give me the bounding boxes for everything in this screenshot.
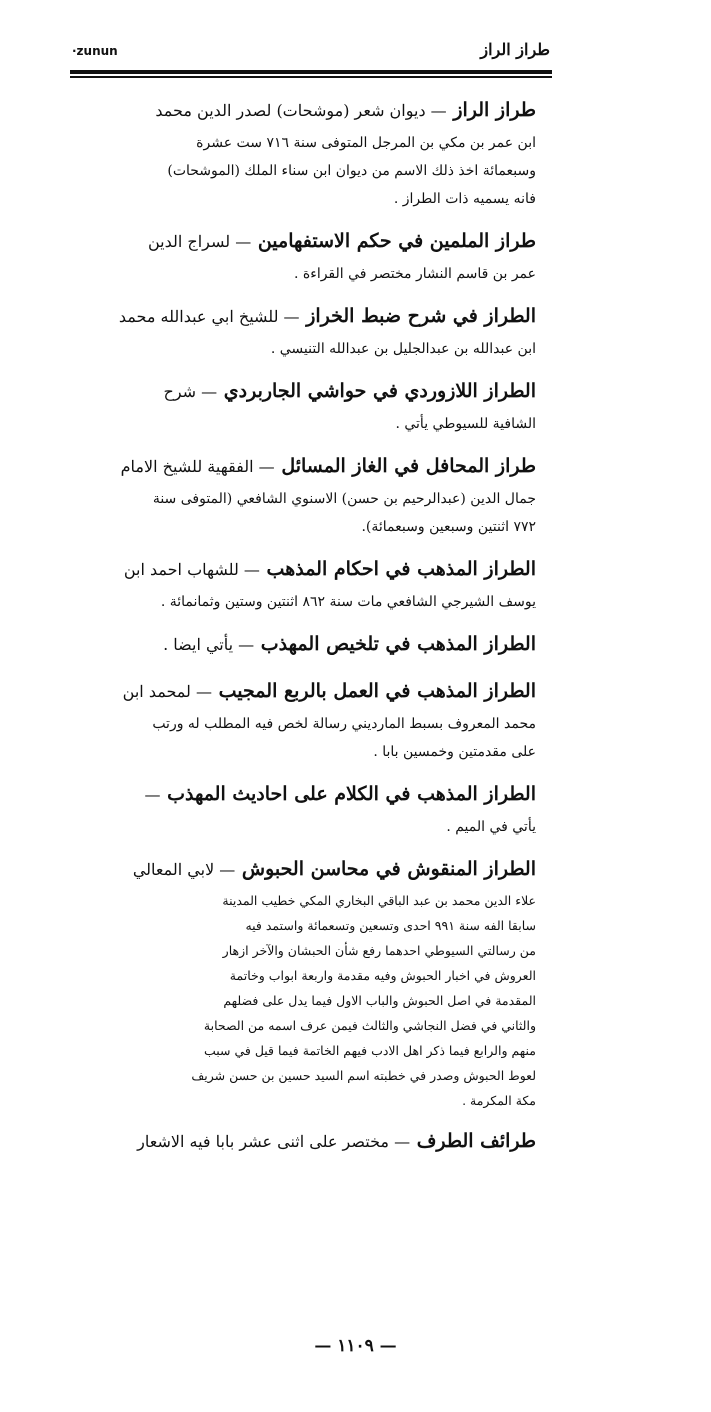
entry [92, 298, 536, 363]
entry-title: الطراز اللازوردي في حواشي الجاربردي [223, 380, 536, 402]
entries-body [92, 92, 536, 1170]
entry-line: منهم والرابع فيما ذكر اهل الادب فيهم الخاتمة فيما قيل في سبب [203, 1043, 536, 1058]
entry-line: فانه يسميه ذات الطراز . [393, 191, 536, 207]
entry-line: محمد المعروف بسبط المارديني رسالة لخص فيه المطلب له ورتب [152, 716, 536, 732]
entry-title: طراز المحافل في الغاز المسائل [281, 455, 536, 477]
entry-title-line [92, 551, 536, 588]
entry-line: ابن عبدالله بن عبدالجليل بن عبدالله التنيسي . [270, 341, 536, 357]
entry-line: لعوط الحبوش وصدر في خطبته اسم السيد حسين بن حسن شريف [191, 1068, 536, 1083]
entry-title-rest: — للشهاب احمد ابن [123, 560, 260, 579]
entry [92, 673, 536, 766]
entry [92, 1123, 536, 1160]
entry-line: مكة المكرمة . [462, 1093, 536, 1108]
entry-title-line [92, 448, 536, 485]
entry [92, 551, 536, 616]
entry [92, 626, 536, 663]
entry-title-rest: — ديوان شعر (موشحات) لصدر الدين محمد [155, 101, 447, 120]
entry-title-rest: — للشيخ ابي عبدالله محمد [118, 307, 300, 326]
header-left-mark: ·zunun [72, 44, 118, 58]
entry-title: الطراز المذهب في الكلام على احاديث المهذب [167, 783, 536, 805]
page-number: — ١١٠٩ — [314, 1336, 397, 1356]
entry-title-line [92, 1123, 536, 1160]
entry-title-line [92, 298, 536, 335]
entry-line: يوسف الشيرجي الشافعي مات سنة ٨٦٢ اثنتين وستين وثمانمائة . [160, 594, 536, 610]
entry-line: والثاني في فضل النجاشي والثالث فيمن عرف اسمه من الصحابة [203, 1018, 536, 1033]
entry [92, 223, 536, 288]
entry-title: الطراز المذهب في العمل بالربع المجيب [218, 680, 536, 702]
entry-line: وسبعمائة اخذ ذلك الاسم من ديوان ابن سناء الملك (الموشحات) [167, 163, 536, 179]
entry-title-rest: — لابي المعالي [132, 860, 236, 879]
entry-title: الطراز المنقوش في محاسن الحبوش [241, 858, 536, 880]
entry-title-line [92, 92, 536, 129]
entry-title: طرائف الطرف [416, 1130, 536, 1152]
entry-title-rest: — يأتي ايضا . [163, 635, 255, 654]
entry-title-line [92, 373, 536, 410]
entry-title-rest: — [144, 785, 161, 804]
entry-title-rest: — مختصر على اثنى عشر بابا فيه الاشعار [137, 1132, 411, 1151]
page-header [72, 40, 550, 66]
entry-line: سابقا الفه سنة ٩٩١ احدى وتسعين وتسعمائة واستمد فيه [245, 918, 536, 933]
entry-line: على مقدمتين وخمسين بابا . [373, 744, 536, 760]
entry-title-rest: — الفقهية للشيخ الامام [120, 457, 275, 476]
entry-title: الطراز المذهب في احكام المذهب [266, 558, 536, 580]
entry-line: ابن عمر بن مكي بن المرجل المتوفى سنة ٧١٦ ست عشرة [196, 135, 536, 151]
entry [92, 448, 536, 541]
entry-title-line [92, 776, 536, 813]
entry [92, 92, 536, 213]
entry-title: طراز الراز [453, 99, 536, 121]
entry-title-line [92, 673, 536, 710]
header-rule-thick [70, 70, 552, 74]
entry-line: الشافية للسيوطي يأتي . [395, 416, 536, 432]
entry [92, 373, 536, 438]
entry-line: من رسالتي السيوطي احدهما رفع شأن الحبشان والآخر ازهار [222, 943, 536, 958]
entry-title-rest: — شرح [163, 382, 218, 401]
entry-title-line [92, 851, 536, 888]
entry [92, 851, 536, 1113]
entry [92, 776, 536, 841]
entry-line: عمر بن قاسم النشار مختصر في القراءة . [294, 266, 536, 282]
entry-line: يأتي في الميم . [446, 819, 536, 835]
entry-line: ٧٧٢ اثنتين وسبعين وسبعمائة). [361, 519, 536, 535]
entry-title-line [92, 626, 536, 663]
entry-line: العروش في اخبار الحبوش وفيه مقدمة واربعة ابواب وخاتمة [229, 968, 536, 983]
entry-title-rest: — لمحمد ابن [122, 682, 213, 701]
entry-line: المقدمة في اصل الحبوش والباب الاول فيما يدل على فضلهم [223, 993, 536, 1008]
entry-title: الطراز في شرح ضبط الخراز [306, 305, 536, 327]
header-rule-thin [70, 76, 552, 78]
running-title: طراز الراز [480, 40, 550, 59]
entry-title: الطراز المذهب في تلخيص المهذب [260, 633, 536, 655]
entry-line: جمال الدين (عبدالرحيم بن حسن) الاسنوي الشافعي (المتوفى سنة [152, 491, 536, 507]
entry-title-line [92, 223, 536, 260]
entry-title: طراز الملمين في حكم الاستفهامين [257, 230, 536, 252]
entry-line: علاء الدين محمد بن عبد الباقي البخاري المكي خطيب المدينة [222, 893, 536, 908]
entry-title-rest: — لسراج الدين [147, 232, 252, 251]
